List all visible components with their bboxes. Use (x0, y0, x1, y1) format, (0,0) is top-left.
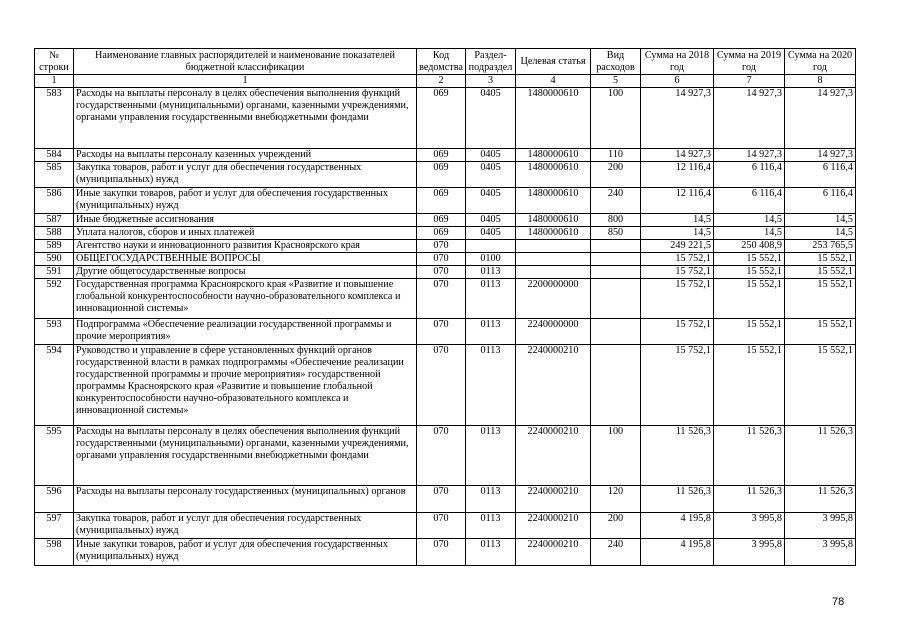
column-number: 8 (785, 75, 856, 88)
column-number: 1 (74, 75, 417, 88)
table-row (35, 162, 856, 188)
sum-2020: 14 927,3 (785, 88, 856, 149)
target-article: 1480000610 (516, 214, 591, 227)
row-name: Иные закупки товаров, работ и услуг для обеспечения государственных (муниципальных) нужд (74, 539, 417, 566)
dept-code: 070 (417, 240, 466, 253)
table-row (35, 266, 856, 279)
sum-2018: 14,5 (641, 214, 714, 227)
header-expense-type: Вид расходов (591, 49, 641, 75)
table-row (35, 253, 856, 266)
sum-2020: 15 552,1 (785, 266, 856, 279)
row-number: 584 (35, 149, 74, 162)
sum-2018: 4 195,8 (641, 539, 714, 566)
section-code: 0405 (466, 162, 516, 188)
expense-type: 200 (591, 162, 641, 188)
section-code: 0113 (466, 266, 516, 279)
sum-2019: 15 552,1 (714, 279, 785, 319)
expense-type: 850 (591, 227, 641, 240)
sum-2020: 3 995,8 (785, 513, 856, 539)
section-code: 0113 (466, 279, 516, 319)
sum-2018: 12 116,4 (641, 188, 714, 214)
row-name: Государственная программа Красноярского края «Развитие и повышение глобальной конкурентоспособности научно-образовательного комплекса и инновационной системы» (74, 279, 417, 319)
row-number: 586 (35, 188, 74, 214)
column-number: 7 (714, 75, 785, 88)
sum-2018: 14 927,3 (641, 149, 714, 162)
column-number: 4 (516, 75, 591, 88)
dept-code: 070 (417, 539, 466, 566)
header-sum-2018: Сумма на 2018 год (641, 49, 714, 75)
target-article: 1480000610 (516, 88, 591, 149)
row-name: Другие общегосударственные вопросы (74, 266, 417, 279)
row-number: 597 (35, 513, 74, 539)
sum-2018: 12 116,4 (641, 162, 714, 188)
table-row (35, 227, 856, 240)
row-name: Руководство и управление в сфере установленных функций органов государственной власти в рамках подпрограммы «Обеспечение реализации государственной программы и прочие мероприятия» государственной программы Красноярского края «Развитие и повышение глобальной конкурентоспособности научно-образовательного комплекса и инновационной системы» (74, 345, 417, 426)
row-number: 598 (35, 539, 74, 566)
section-code: 0405 (466, 149, 516, 162)
row-name: Иные закупки товаров, работ и услуг для обеспечения государственных (муниципальных) нужд (74, 188, 417, 214)
table-row (35, 345, 856, 426)
expense-type (591, 279, 641, 319)
dept-code: 070 (417, 279, 466, 319)
sum-2018: 15 752,1 (641, 266, 714, 279)
dept-code: 070 (417, 426, 466, 486)
sum-2018: 249 221,5 (641, 240, 714, 253)
section-code: 0113 (466, 319, 516, 345)
row-name: Закупка товаров, работ и услуг для обеспечения государственных (муниципальных) нужд (74, 513, 417, 539)
section-code: 0113 (466, 539, 516, 566)
row-name: Расходы на выплаты персоналу государственных (муниципальных) органов (74, 486, 417, 513)
table-row (35, 319, 856, 345)
row-number: 594 (35, 345, 74, 426)
sum-2020: 253 765,5 (785, 240, 856, 253)
header-sum-2020: Сумма на 2020 год (785, 49, 856, 75)
row-number: 589 (35, 240, 74, 253)
expense-type: 200 (591, 513, 641, 539)
row-number: 596 (35, 486, 74, 513)
target-article (516, 240, 591, 253)
row-name: ОБЩЕГОСУДАРСТВЕННЫЕ ВОПРОСЫ (74, 253, 417, 266)
sum-2019: 11 526,3 (714, 486, 785, 513)
row-name: Иные бюджетные ассигнования (74, 214, 417, 227)
section-code: 0113 (466, 513, 516, 539)
expense-type: 240 (591, 539, 641, 566)
sum-2020: 15 552,1 (785, 345, 856, 426)
row-number: 585 (35, 162, 74, 188)
column-number: 6 (641, 75, 714, 88)
header-dept-code: Код ведомства (417, 49, 466, 75)
column-number: 2 (417, 75, 466, 88)
target-article: 1480000610 (516, 227, 591, 240)
table-row (35, 513, 856, 539)
row-name: Расходы на выплаты персоналу в целях обеспечения выполнения функций государственными (муниципальными) органами, казенными учреждениями, органами управления государственными внебюджетными фондами (74, 426, 417, 486)
sum-2018: 14 927,3 (641, 88, 714, 149)
dept-code: 070 (417, 266, 466, 279)
dept-code: 070 (417, 319, 466, 345)
target-article: 1480000610 (516, 162, 591, 188)
sum-2020: 3 995,8 (785, 539, 856, 566)
sum-2018: 15 752,1 (641, 253, 714, 266)
dept-code: 070 (417, 345, 466, 426)
sum-2020: 11 526,3 (785, 486, 856, 513)
header-target-article: Целевая статья (516, 49, 591, 75)
table-row (35, 240, 856, 253)
row-name: Агентство науки и инновационного развития Красноярского края (74, 240, 417, 253)
sum-2018: 15 752,1 (641, 319, 714, 345)
table-header-row (35, 49, 856, 75)
section-code: 0405 (466, 227, 516, 240)
row-number: 591 (35, 266, 74, 279)
sum-2019: 6 116,4 (714, 162, 785, 188)
dept-code: 069 (417, 162, 466, 188)
sum-2019: 3 995,8 (714, 539, 785, 566)
sum-2018: 4 195,8 (641, 513, 714, 539)
section-code: 0405 (466, 88, 516, 149)
row-name: Подпрограмма «Обеспечение реализации государственной программы и прочие мероприятия» (74, 319, 417, 345)
row-number: 587 (35, 214, 74, 227)
table-row (35, 88, 856, 149)
target-article: 2240000210 (516, 486, 591, 513)
sum-2020: 15 552,1 (785, 253, 856, 266)
sum-2018: 11 526,3 (641, 426, 714, 486)
sum-2020: 14,5 (785, 227, 856, 240)
row-name: Расходы на выплаты персоналу казенных учреждений (74, 149, 417, 162)
header-row-number: № строки (35, 49, 74, 75)
sum-2018: 14,5 (641, 227, 714, 240)
target-article: 2240000210 (516, 513, 591, 539)
table-row (35, 279, 856, 319)
expense-type (591, 253, 641, 266)
sum-2019: 14,5 (714, 214, 785, 227)
table-row (35, 149, 856, 162)
target-article: 2240000000 (516, 319, 591, 345)
row-number: 595 (35, 426, 74, 486)
section-code: 0113 (466, 345, 516, 426)
table-row (35, 539, 856, 566)
expense-type: 110 (591, 149, 641, 162)
sum-2019: 6 116,4 (714, 188, 785, 214)
column-number: 3 (466, 75, 516, 88)
column-number: 5 (591, 75, 641, 88)
dept-code: 070 (417, 486, 466, 513)
row-number: 588 (35, 227, 74, 240)
expense-type: 100 (591, 88, 641, 149)
row-name: Закупка товаров, работ и услуг для обеспечения государственных (муниципальных) нужд (74, 162, 417, 188)
row-number: 592 (35, 279, 74, 319)
sum-2020: 15 552,1 (785, 319, 856, 345)
section-code: 0113 (466, 486, 516, 513)
sum-2019: 14 927,3 (714, 88, 785, 149)
dept-code: 069 (417, 214, 466, 227)
target-article (516, 253, 591, 266)
table-row (35, 214, 856, 227)
row-name: Уплата налогов, сборов и иных платежей (74, 227, 417, 240)
sum-2018: 15 752,1 (641, 279, 714, 319)
sum-2019: 250 408,9 (714, 240, 785, 253)
table-row (35, 426, 856, 486)
sum-2019: 15 552,1 (714, 253, 785, 266)
sum-2020: 14 927,3 (785, 149, 856, 162)
expense-type: 800 (591, 214, 641, 227)
table-row (35, 188, 856, 214)
dept-code: 069 (417, 149, 466, 162)
dept-code: 070 (417, 513, 466, 539)
sum-2019: 14 927,3 (714, 149, 785, 162)
sum-2019: 15 552,1 (714, 319, 785, 345)
target-article: 2240000210 (516, 539, 591, 566)
target-article (516, 266, 591, 279)
sum-2019: 15 552,1 (714, 266, 785, 279)
row-number: 590 (35, 253, 74, 266)
sum-2020: 14,5 (785, 214, 856, 227)
header-section: Раздел-подраздел (466, 49, 516, 75)
sum-2019: 11 526,3 (714, 426, 785, 486)
section-code: 0100 (466, 253, 516, 266)
expense-type (591, 345, 641, 426)
sum-2019: 3 995,8 (714, 513, 785, 539)
dept-code: 069 (417, 227, 466, 240)
section-code (466, 240, 516, 253)
target-article: 2240000210 (516, 426, 591, 486)
sum-2020: 6 116,4 (785, 188, 856, 214)
column-number: 1 (35, 75, 74, 88)
table-row (35, 486, 856, 513)
sum-2019: 14,5 (714, 227, 785, 240)
row-name: Расходы на выплаты персоналу в целях обеспечения выполнения функций государственными (муниципальными) органами, казенными учреждениями, органами управления государственными внебюджетными фондами (74, 88, 417, 149)
row-number: 593 (35, 319, 74, 345)
target-article: 1480000610 (516, 188, 591, 214)
expense-type: 120 (591, 486, 641, 513)
section-code: 0113 (466, 426, 516, 486)
header-name: Наименование главных распорядителей и наименование показателей бюджетной классификации (74, 49, 417, 75)
expense-type (591, 266, 641, 279)
sum-2018: 15 752,1 (641, 345, 714, 426)
sum-2019: 15 552,1 (714, 345, 785, 426)
sum-2020: 11 526,3 (785, 426, 856, 486)
expense-type: 100 (591, 426, 641, 486)
target-article: 2200000000 (516, 279, 591, 319)
expense-type (591, 240, 641, 253)
row-number: 583 (35, 88, 74, 149)
page-number: 78 (832, 596, 845, 608)
dept-code: 069 (417, 188, 466, 214)
sum-2020: 6 116,4 (785, 162, 856, 188)
dept-code: 070 (417, 253, 466, 266)
target-article: 1480000610 (516, 149, 591, 162)
header-sum-2019: Сумма на 2019 год (714, 49, 785, 75)
section-code: 0405 (466, 188, 516, 214)
sum-2020: 15 552,1 (785, 279, 856, 319)
section-code: 0405 (466, 214, 516, 227)
expense-type: 240 (591, 188, 641, 214)
expense-type (591, 319, 641, 345)
budget-table (34, 48, 856, 566)
sum-2018: 11 526,3 (641, 486, 714, 513)
column-number-row (35, 75, 856, 88)
dept-code: 069 (417, 88, 466, 149)
target-article: 2240000210 (516, 345, 591, 426)
